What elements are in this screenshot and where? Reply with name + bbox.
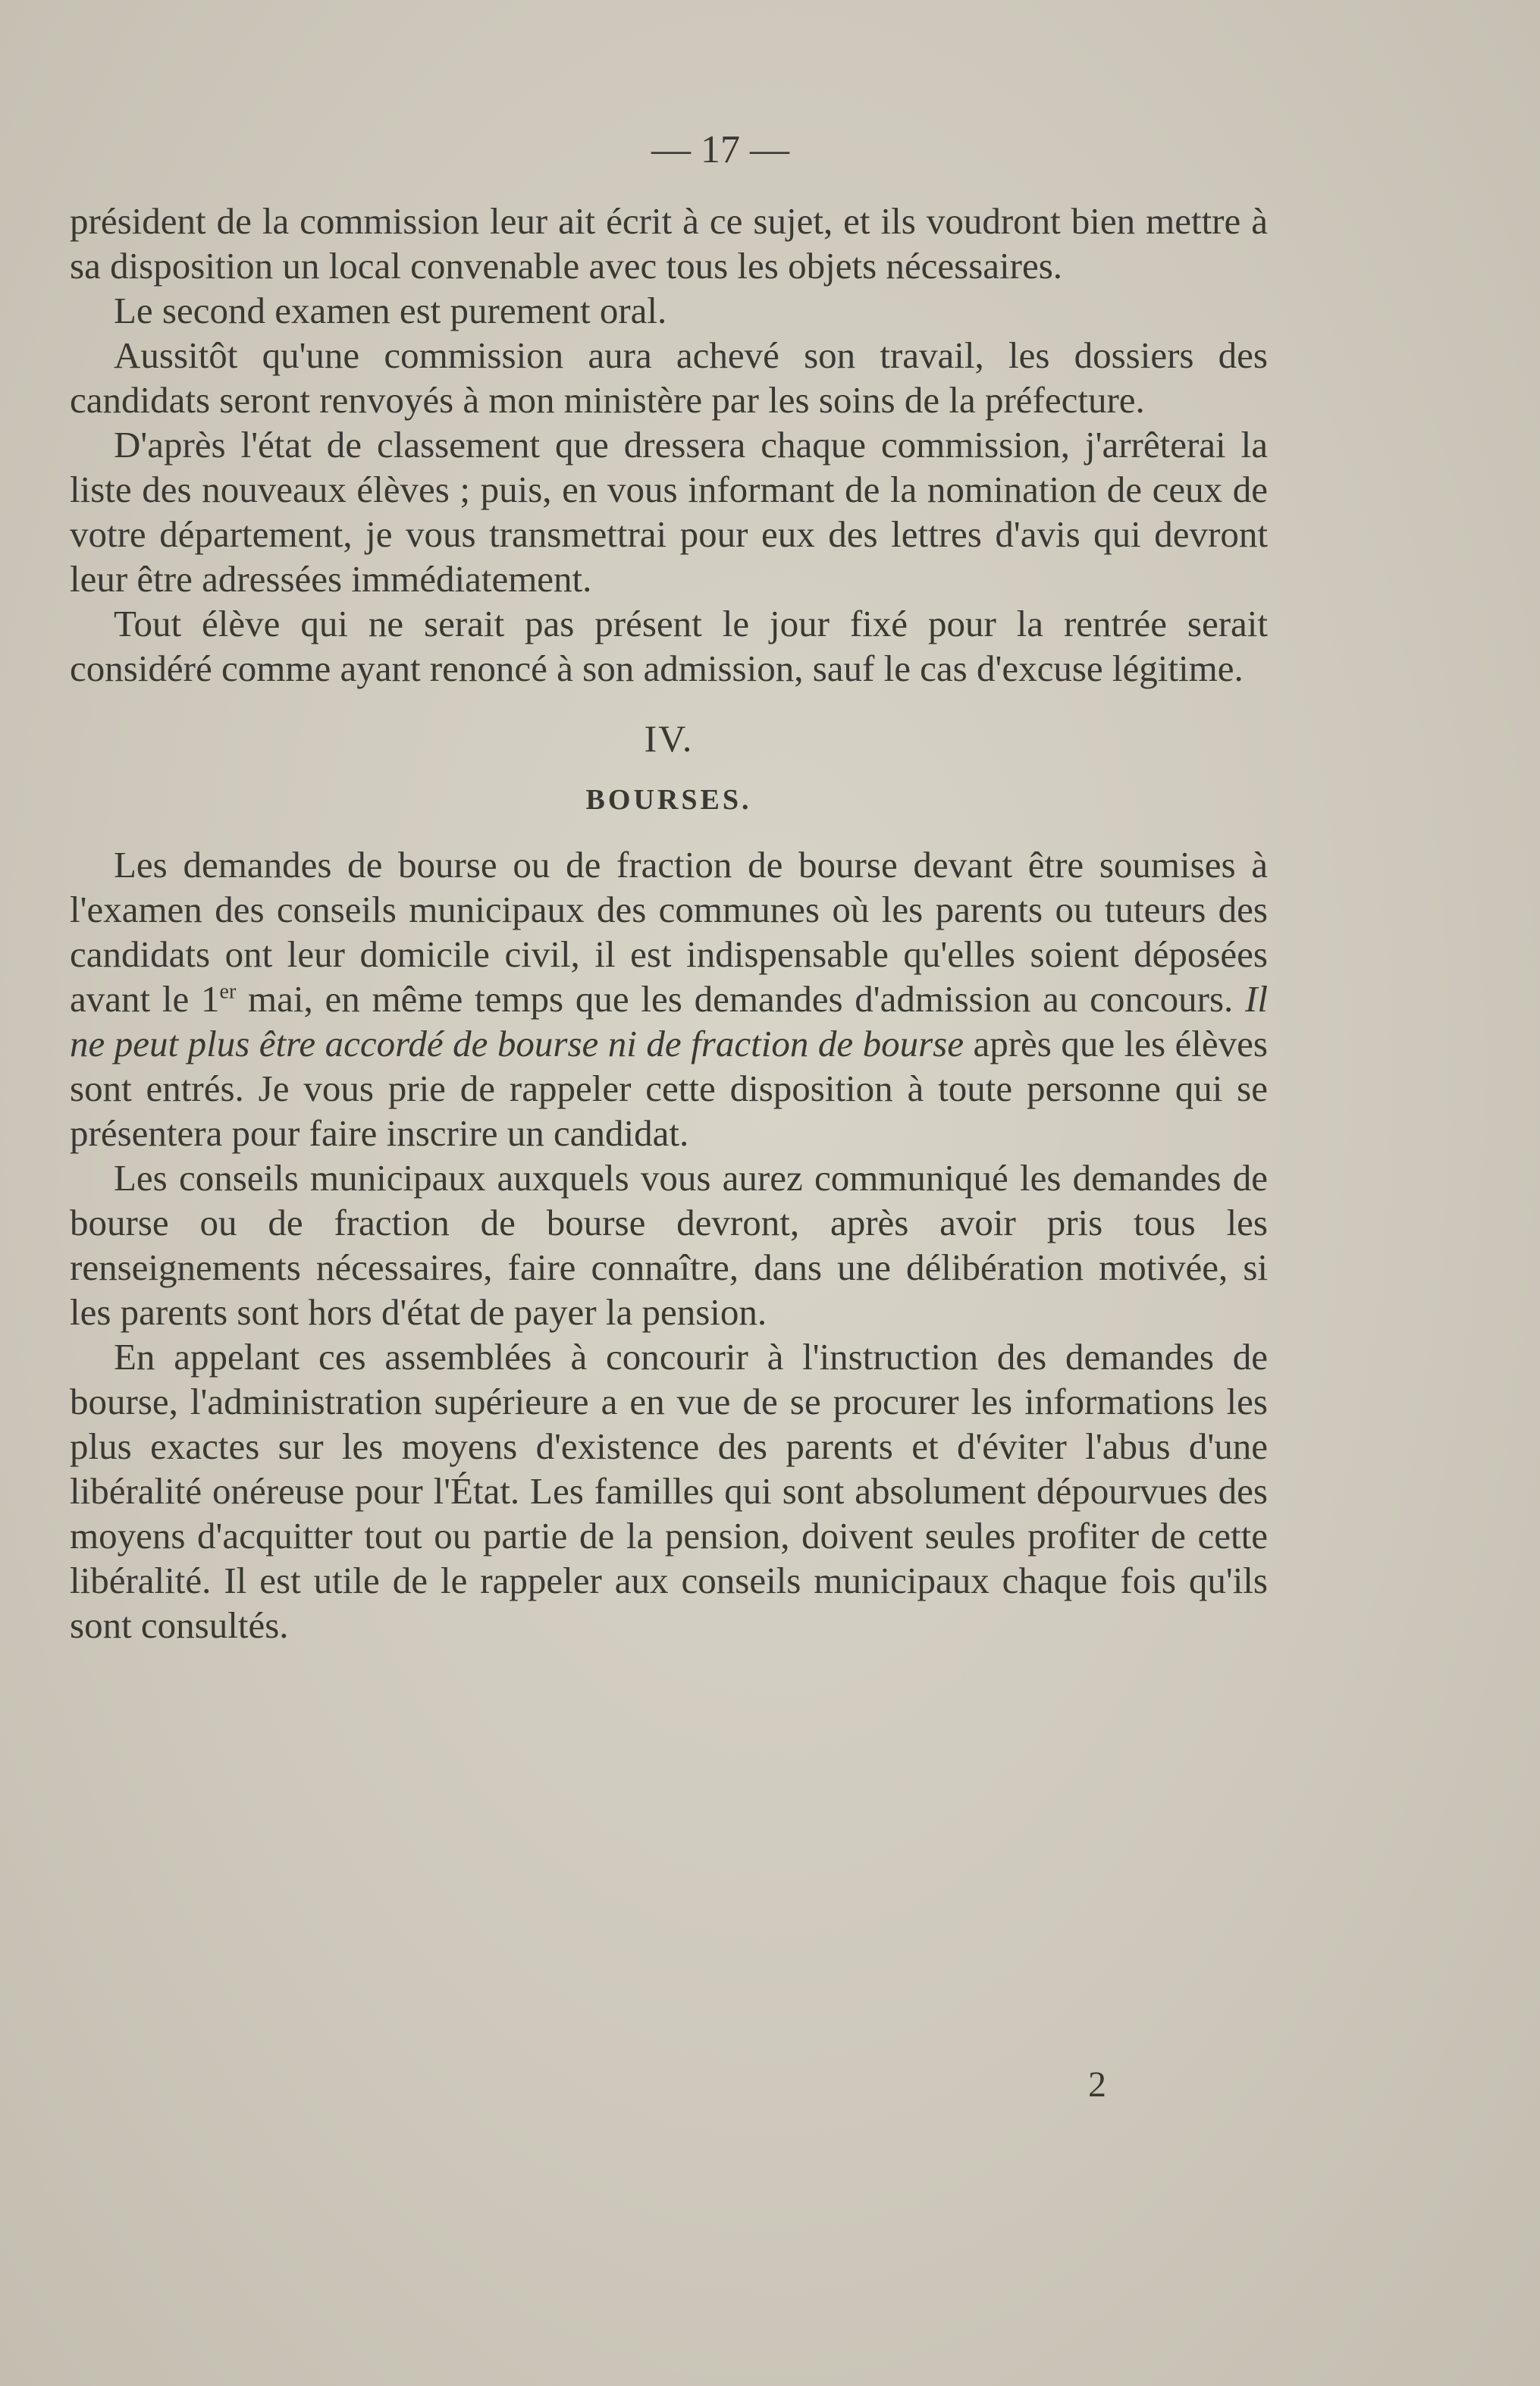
signature-mark: 2 bbox=[1088, 2065, 1106, 2105]
paragraph-assemblees: En appelant ces assemblées à concourir à l'instruction des demandes de bourse, l'administration supérieure a en vue de se procurer les informations les plus exactes sur les moyens d'existence des parents et d'éviter l'abus d'une libéralité onéreuse pour l'État. Les familles qui sont absolument dépourvues des moyens d'acquitter tout ou partie de la pension, doivent seules profiter de cette libéralité. Il est utile de le rappeler aux conseils municipaux chaque fois qu'ils sont consultés. bbox=[70, 1336, 1268, 1646]
paragraph-conseils: Les conseils municipaux auxquels vous aurez communiqué les demandes de bourse ou de fraction de bourse devront, après avoir pris tous les renseignements nécessaires, faire connaître, dans une délibération motivée, si les parents sont hors d'état de payer la pension. bbox=[70, 1157, 1268, 1333]
bourses-text-1: Les demandes de bourse ou de fraction de bourse devant être soumises à l'examen des conseils municipaux des communes où les parents ou tuteurs des candidats ont leur domicile civil, il est indispensable qu'elles soient déposées avant le 1 bbox=[70, 844, 1268, 1020]
paragraph-bourses-demandes bbox=[70, 842, 1268, 1155]
paragraph-oral-exam: Le second examen est purement oral. bbox=[114, 290, 667, 331]
body-text bbox=[70, 199, 1268, 1648]
bourses-text-2: mai, en même temps que les demandes d'admission au concours. bbox=[236, 978, 1246, 1020]
paragraph-classement: D'après l'état de classement que dressera chaque commission, j'arrêterai la liste des nouveaux élèves ; puis, en vous informant de la nomination de ceux de votre département, je vous transmettrai pour eux des lettres d'avis qui devront leur être adressées immédiatement. bbox=[70, 424, 1268, 600]
section-title: BOURSES. bbox=[585, 784, 752, 816]
section-numeral: IV. bbox=[644, 717, 694, 760]
ordinal-superscript: er bbox=[219, 980, 237, 1004]
page-number: — 17 — bbox=[651, 128, 789, 171]
paragraph-dossiers: Aussitôt qu'une commission aura achevé son travail, les dossiers des candidats seront renvoyés à mon ministère par les soins de la préfecture. bbox=[70, 334, 1268, 421]
bourses-italic-text: Il ne peut plus être accordé de bourse ni de fraction de bourse bbox=[70, 978, 1268, 1064]
paragraph-continued: président de la commission leur ait écrit à ce sujet, et ils voudront bien mettre à sa disposition un local convenable avec tous les objets nécessaires. bbox=[70, 200, 1268, 287]
bourses-text-3: après que les élèves sont entrés. Je vous prie de rappeler cette disposition à toute personne qui se présentera pour faire inscrire un candidat. bbox=[70, 1023, 1268, 1154]
paragraph-absence: Tout élève qui ne serait pas présent le jour fixé pour la rentrée serait considéré comme ayant renoncé à son admission, sauf le cas d'excuse légitime. bbox=[70, 603, 1268, 689]
